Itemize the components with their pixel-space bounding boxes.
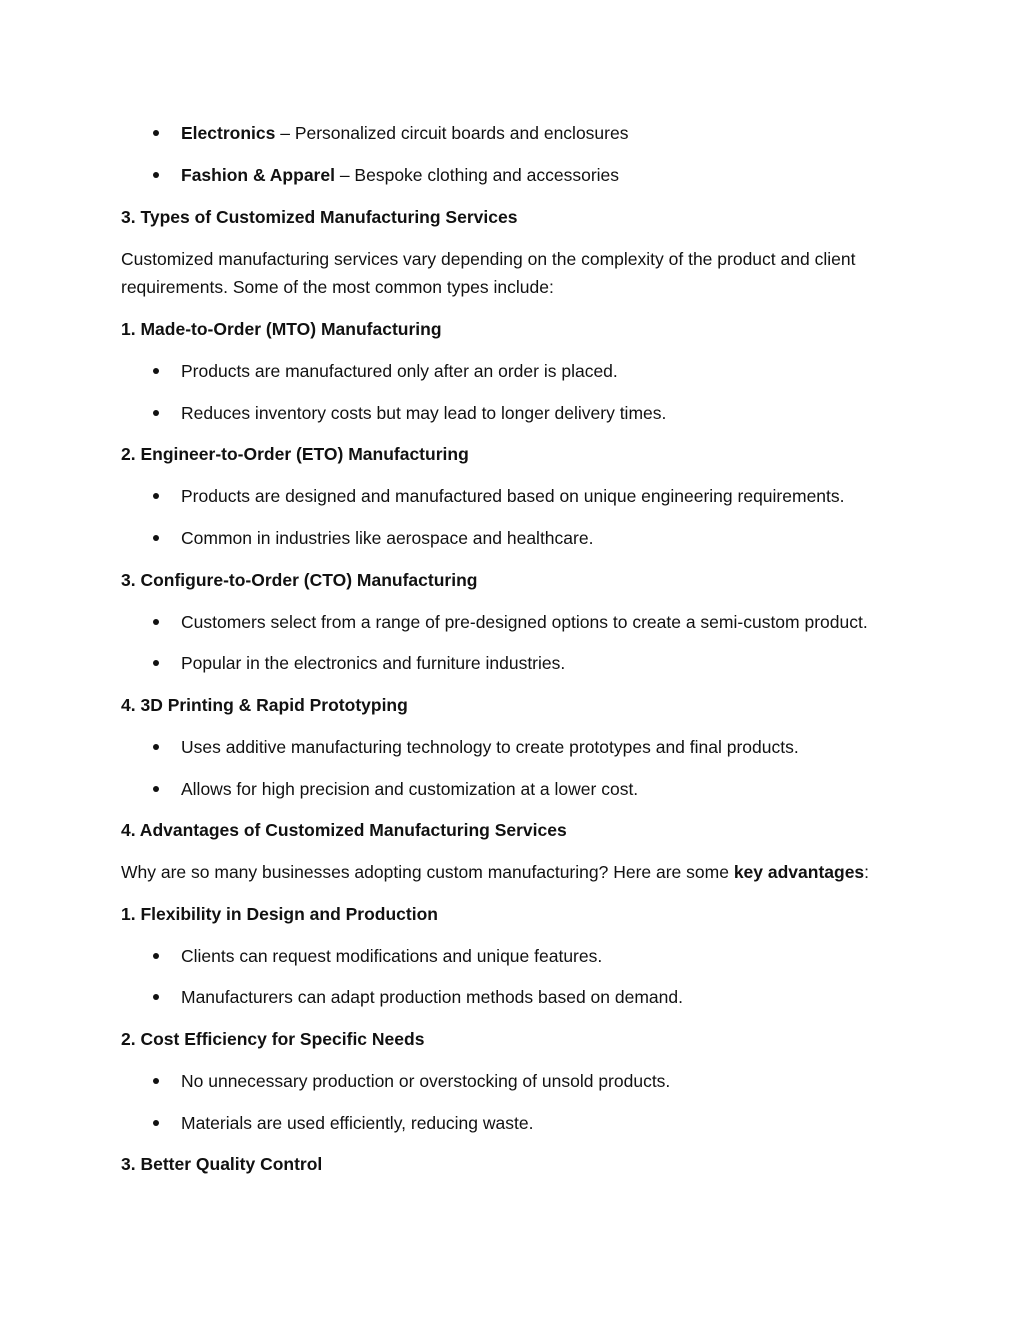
- list-item: [181, 121, 628, 145]
- list-item: [181, 735, 799, 759]
- bullet-icon: [153, 994, 159, 1000]
- list-item: [181, 610, 868, 634]
- bullet-text: Uses additive manufacturing technology to create prototypes and final products.: [181, 737, 799, 757]
- list-item: [181, 401, 666, 425]
- bullet-icon: [153, 786, 159, 792]
- bullet-icon: [153, 953, 159, 959]
- subsection-heading: 1. Made-to-Order (MTO) Manufacturing: [121, 319, 442, 339]
- paragraph-line: requirements. Some of the most common types include:: [121, 277, 554, 297]
- bullet-icon: [153, 619, 159, 625]
- paragraph-bold-text: key advantages: [733, 862, 865, 882]
- bullet-icon: [153, 493, 159, 499]
- bullet-text: Reduces inventory costs but may lead to longer delivery times.: [181, 403, 667, 423]
- section-heading: 3. Types of Customized Manufacturing Services: [121, 207, 518, 227]
- list-item: [181, 1069, 670, 1093]
- list-item: [181, 163, 619, 187]
- bullet-icon: [153, 368, 159, 374]
- list-item: [181, 777, 638, 801]
- subsection-heading: 1. Flexibility in Design and Production: [121, 904, 438, 924]
- list-item: [181, 526, 593, 550]
- bullet-icon: [153, 410, 159, 416]
- list-item: [181, 944, 602, 968]
- bullet-bold-term: Electronics: [181, 123, 276, 143]
- list-item: [181, 651, 565, 675]
- bullet-text: Allows for high precision and customization at a lower cost.: [181, 779, 639, 799]
- bullet-icon: [153, 744, 159, 750]
- list-item: [181, 359, 618, 383]
- subsection-heading: 3. Better Quality Control: [121, 1154, 323, 1174]
- paragraph-line: [121, 860, 869, 884]
- bullet-text: Materials are used efficiently, reducing waste.: [181, 1113, 534, 1133]
- paragraph-text: Why are so many businesses adopting custom manufacturing? Here are some: [121, 862, 734, 882]
- subsection-heading: 2. Cost Efficiency for Specific Needs: [121, 1029, 425, 1049]
- bullet-text: Common in industries like aerospace and healthcare.: [181, 528, 594, 548]
- bullet-text: Manufacturers can adapt production methods based on demand.: [181, 987, 683, 1007]
- subsection-heading: 3. Configure-to-Order (CTO) Manufacturing: [121, 570, 478, 590]
- bullet-text: Products are designed and manufactured based on unique engineering requirements.: [181, 486, 845, 506]
- bullet-icon: [153, 660, 159, 666]
- bullet-icon: [153, 1120, 159, 1126]
- bullet-text: Products are manufactured only after an order is placed.: [181, 361, 618, 381]
- bullet-text: Popular in the electronics and furniture industries.: [181, 653, 566, 673]
- subsection-heading: 4. 3D Printing & Rapid Prototyping: [121, 695, 408, 715]
- bullet-icon: [153, 130, 159, 136]
- bullet-text: Clients can request modifications and unique features.: [181, 946, 603, 966]
- list-item: [181, 985, 683, 1009]
- paragraph-text: :: [864, 862, 870, 882]
- bullet-icon: [153, 172, 159, 178]
- bullet-text: No unnecessary production or overstocking of unsold products.: [181, 1071, 671, 1091]
- bullet-text: Customers select from a range of pre-designed options to create a semi-custom product.: [181, 612, 868, 632]
- paragraph-line: Customized manufacturing services vary depending on the complexity of the product and client: [121, 249, 856, 269]
- subsection-heading: 2. Engineer-to-Order (ETO) Manufacturing: [121, 444, 469, 464]
- bullet-bold-term: Fashion & Apparel: [181, 165, 335, 185]
- bullet-text: – Bespoke clothing and accessories: [334, 165, 620, 185]
- bullet-text: – Personalized circuit boards and enclosures: [275, 123, 629, 143]
- section-heading: 4. Advantages of Customized Manufacturing Services: [121, 820, 567, 840]
- list-item: [181, 484, 845, 508]
- bullet-icon: [153, 535, 159, 541]
- bullet-icon: [153, 1078, 159, 1084]
- list-item: [181, 1111, 533, 1135]
